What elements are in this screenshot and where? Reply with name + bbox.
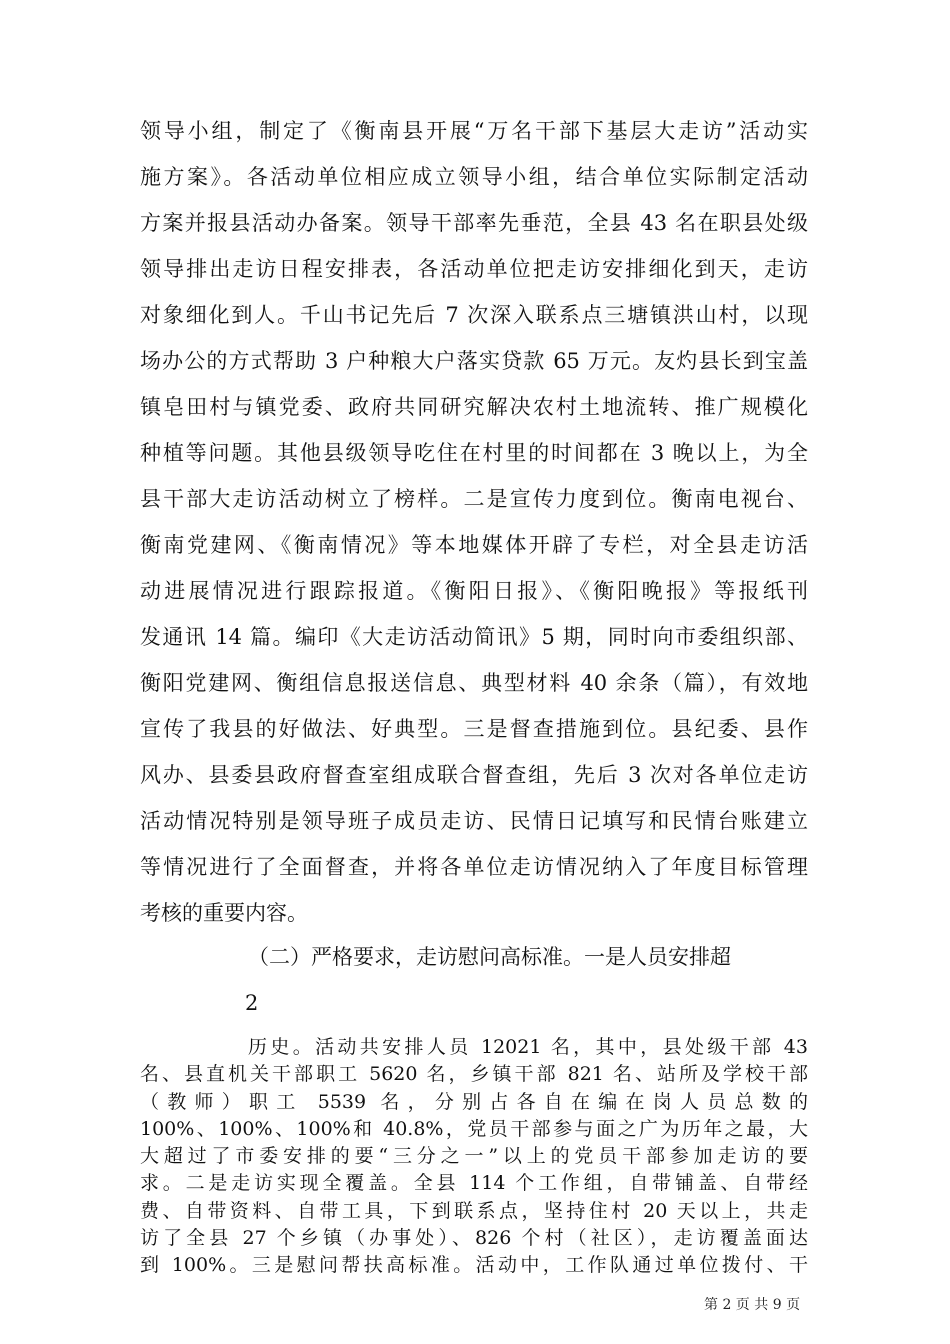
paragraph-line: 场办公的方式帮助 3 户种粮大户落实贷款 65 万元。友灼县长到宝盖 [140,349,808,373]
paragraph-line: 等情况进行了全面督查，并将各单位走访情况纳入了年度目标管理 [140,855,808,879]
paragraph-line: 领导排出走访日程安排表，各活动单位把走访安排细化到天，走访 [140,257,808,281]
paragraph-line: 宣传了我县的好做法、好典型。三是督查措施到位。县纪委、县作 [140,717,808,741]
paragraph-line: 费、自带资料、自带工具，下到联系点，坚持住村 20 天以上，共走 [140,1200,808,1222]
paragraph-line: 对象细化到人。千山书记先后 7 次深入联系点三塘镇洪山村，以现 [140,303,808,327]
paragraph-line: 县干部大走访活动树立了榜样。二是宣传力度到位。衡南电视台、 [140,487,808,511]
paragraph-line: 发通讯 14 篇。编印《大走访活动简讯》5 期，同时向市委组织部、 [140,625,808,649]
paragraph-line: 求。二是走访实现全覆盖。全县 114 个工作组，自带铺盖、自带经 [140,1172,808,1194]
paragraph-line: 大超过了市委安排的要“三分之一”以上的党员干部参加走访的要 [140,1145,808,1167]
paragraph-line: 考核的重要内容。 [140,901,308,925]
paragraph-line: （教师）职工 5539 名，分别占各自在编在岗人员总数的 [140,1091,808,1113]
paragraph-line: 衡南党建网、《衡南情况》等本地媒体开辟了专栏，对全县走访活 [140,533,808,557]
paragraph-line: 活动情况特别是领导班子成员走访、民情日记填写和民情台账建立 [140,809,808,833]
paragraph-line: 种植等问题。其他县级领导吃住在村里的时间都在 3 晚以上，为全 [140,441,808,465]
page-footer: 第 2 页 共 9 页 [704,1297,801,1313]
paragraph-line: 镇皂田村与镇党委、政府共同研究解决农村土地流转、推广规模化 [140,395,808,419]
page-marker: 2 [245,991,259,1015]
paragraph-line: 领导小组，制定了《衡南县开展“万名干部下基层大走访”活动实 [140,119,808,143]
paragraph-line: 到 100%。三是慰问帮扶高标准。活动中，工作队通过单位拨付、干 [140,1254,808,1276]
paragraph-line: 名、县直机关干部职工 5620 名，乡镇干部 821 名、站所及学校干部 [140,1063,808,1085]
paragraph-line: 历史。活动共安排人员 12021 名，其中，县处级干部 43 [248,1036,808,1058]
paragraph-line: 方案并报县活动办备案。领导干部率先垂范，全县 43 名在职县处级 [140,211,808,235]
paragraph-line: 衡阳党建网、衡组信息报送信息、典型材料 40 余条（篇），有效地 [140,671,808,695]
paragraph-line: 100%、100%、100%和 40.8%，党员干部参与面之广为历年之最，大 [140,1118,808,1140]
paragraph-line: 动进展情况进行跟踪报道。《衡阳日报》、《衡阳晚报》等报纸刊 [140,579,808,603]
paragraph-line: 访了全县 27 个乡镇（办事处）、826 个村（社区），走访覆盖面达 [140,1227,808,1249]
paragraph-line: 风办、县委县政府督查室组成联合督查组，先后 3 次对各单位走访 [140,763,808,787]
paragraph-line: 施方案》。各活动单位相应成立领导小组，结合单位实际制定活动 [140,165,808,189]
section-heading: （二）严格要求，走访慰问高标准。一是人员安排超 [248,945,731,969]
